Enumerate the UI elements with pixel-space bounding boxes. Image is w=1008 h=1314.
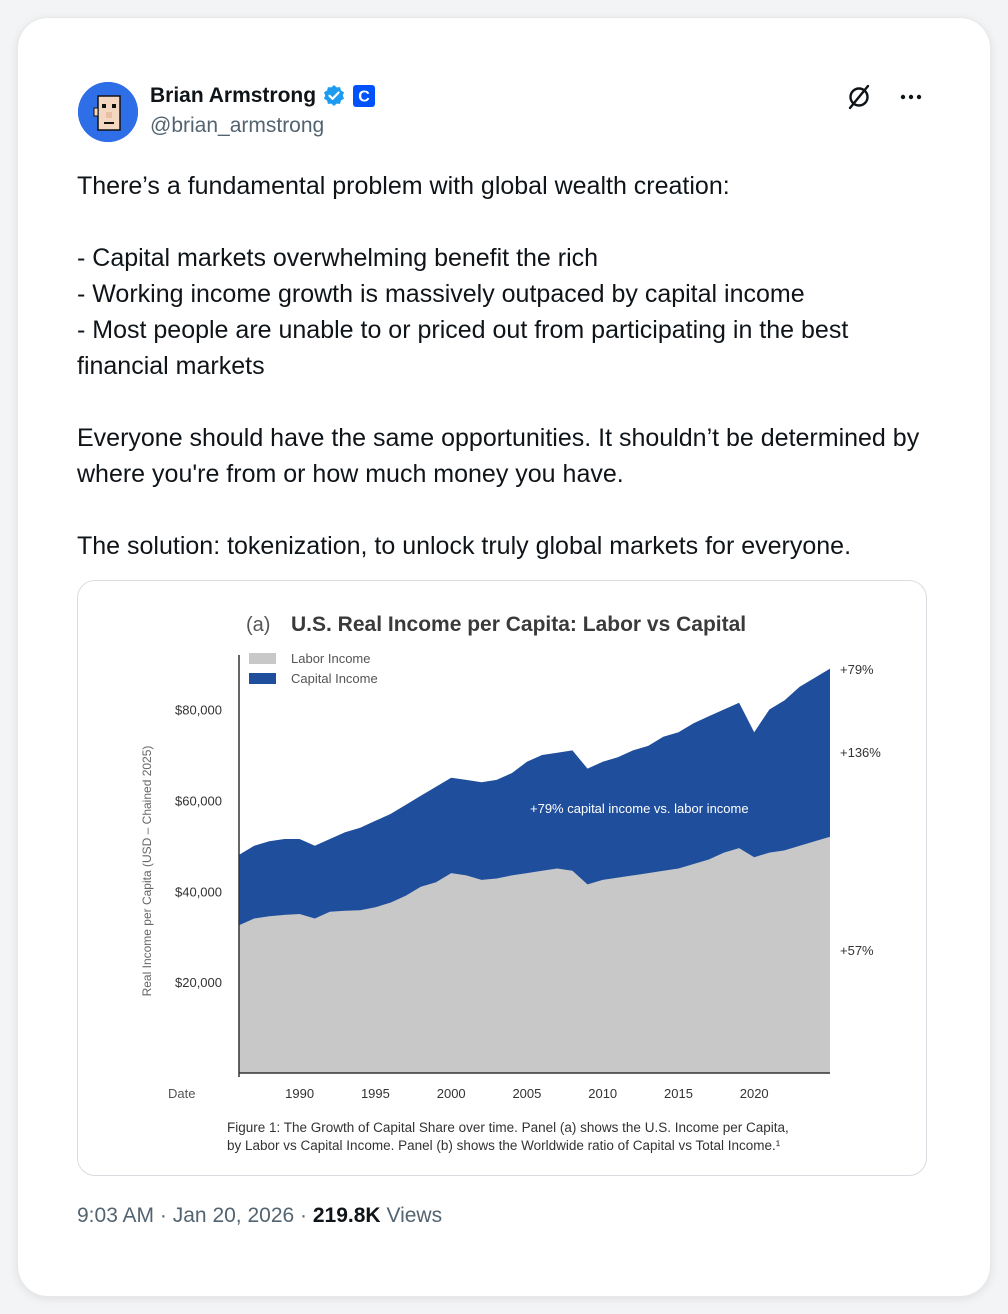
affiliate-badge-letter: C — [358, 88, 370, 106]
x-tick-labels — [285, 1086, 769, 1101]
tweet-actions-top — [846, 84, 924, 110]
income-area-chart — [78, 581, 926, 1175]
author-handle[interactable]: @brian_armstrong — [150, 114, 325, 137]
tweet-date[interactable]: Jan 20, 2026 — [172, 1204, 295, 1227]
chart-caption-line-1: Figure 1: The Growth of Capital Share over time. Panel (a) shows the U.S. Income per Capita, — [227, 1120, 789, 1135]
x-tick-label: 2015 — [664, 1086, 693, 1101]
chart-title: U.S. Real Income per Capita: Labor vs Capital — [291, 613, 747, 636]
legend-label-capital: Capital Income — [291, 671, 378, 686]
y-tick-label: $80,000 — [175, 702, 222, 718]
verified-badge-icon — [322, 84, 346, 108]
chart-middle-annotation: +79% capital income vs. labor income — [530, 801, 749, 816]
x-tick-label: 1990 — [285, 1086, 315, 1101]
views-label: Views — [386, 1204, 443, 1227]
x-tick-label: 1995 — [360, 1086, 390, 1101]
author-name-row — [150, 84, 376, 108]
tweet-media-chart[interactable] — [77, 580, 927, 1176]
annotation-capital-change: +136% — [840, 745, 881, 760]
coinbase-affiliate-icon[interactable] — [352, 84, 376, 108]
tweet-text: There’s a fundamental problem with global wealth creation: - Capital markets overwhelming benefit the rich - Working income growth is massively outpaced by capital income - Most people are unable to or priced out from participating in the best financial markets Everyone should have the same opportunities. It shouldn’t be determined by where you're from or how much money you have. The solution: tokenization, to unlock truly global markets for everyone. — [77, 172, 920, 560]
x-tick-label: 2005 — [512, 1086, 542, 1101]
avatar[interactable] — [78, 82, 138, 142]
chart-panel-label: (a) — [246, 614, 271, 636]
y-tick-label: $20,000 — [175, 975, 222, 991]
annotation-total-change: +79% — [840, 662, 874, 677]
x-tick-label: 2020 — [739, 1086, 769, 1101]
chart-caption-line-2: by Labor vs Capital Income. Panel (b) shows the Worldwide ratio of Capital vs Total Income.¹ — [227, 1138, 781, 1153]
author-name[interactable]: Brian Armstrong — [150, 84, 317, 107]
x-tick-label: 2010 — [588, 1086, 618, 1101]
legend-swatch-capital — [249, 673, 276, 684]
y-tick-labels — [175, 703, 222, 991]
more-icon[interactable] — [898, 84, 924, 110]
x-axis-label: Date — [168, 1086, 196, 1101]
views-count: 219.8K — [312, 1204, 381, 1227]
tweet-card — [18, 18, 990, 1296]
chart-legend — [249, 651, 378, 686]
x-tick-label: 2000 — [436, 1086, 466, 1101]
legend-label-labor: Labor Income — [291, 651, 371, 666]
tweet-time[interactable]: 9:03 AM — [77, 1204, 155, 1227]
tweet-meta — [77, 1204, 442, 1228]
y-tick-label: $60,000 — [175, 793, 222, 809]
meta-separator: · — [159, 1204, 167, 1227]
legend-swatch-labor — [249, 653, 276, 664]
annotation-labor-change: +57% — [840, 943, 874, 958]
chart-plot-area — [239, 669, 830, 1073]
pixel-face-icon — [78, 82, 138, 142]
y-tick-label: $40,000 — [175, 884, 222, 900]
meta-separator: · — [300, 1204, 308, 1227]
y-axis-label: Real Income per Capita (USD – Chained 2025) — [140, 745, 154, 997]
grok-icon[interactable] — [846, 84, 872, 110]
